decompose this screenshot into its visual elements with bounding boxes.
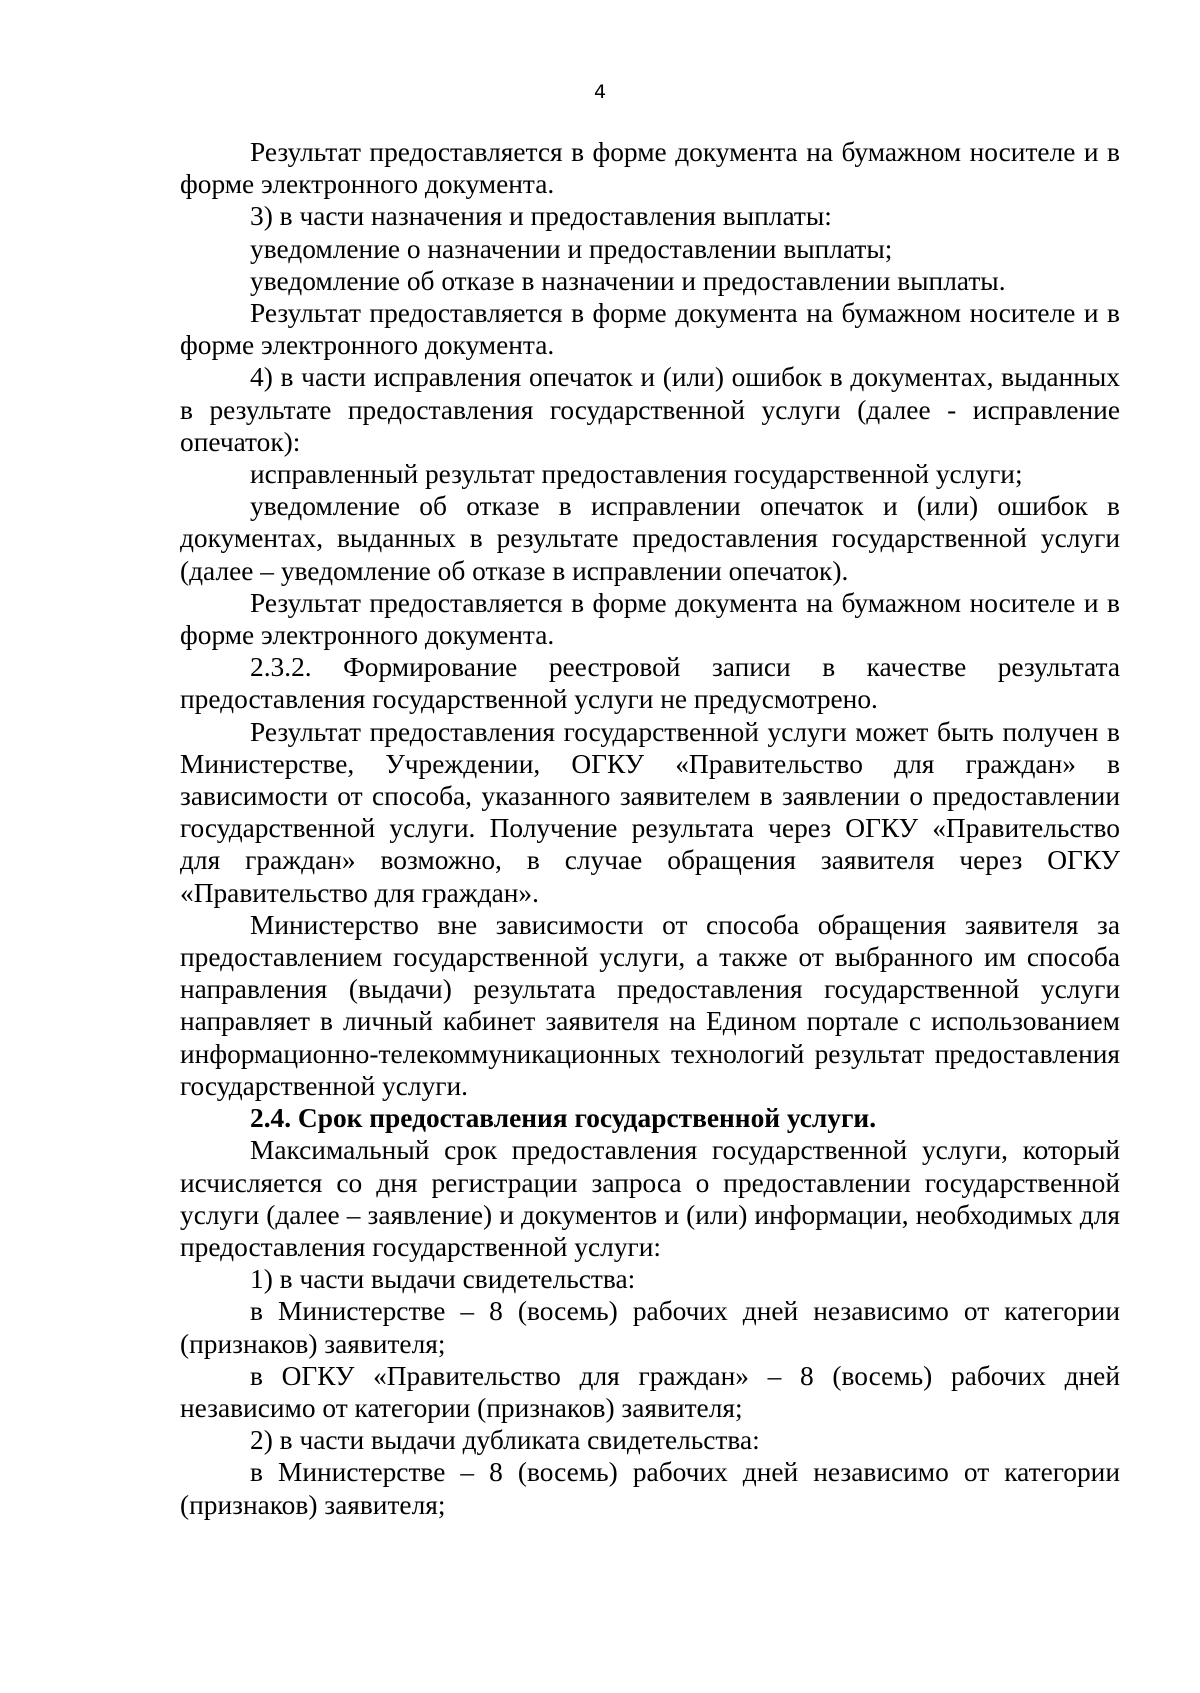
list-item: в ОГКУ «Правительство для граждан» – 8 (восемь) рабочих дней независимо от категории (признаков) заявителя; (180, 1360, 1120, 1423)
list-item: 3) в части назначения и предоставления выплаты: (250, 201, 832, 232)
paragraph: Максимальный срок предоставления государственной услуги, который исчисляется со дня регистрации запроса о предоставлении государственной услуги (далее – заявление) и документов и (или) информации, необходимых для предоставления государственной услуги: (180, 1135, 1120, 1262)
section-heading: 2.4. Срок предоставления государственной услуги. (250, 1103, 877, 1134)
list-item: в Министерстве – 8 (восемь) рабочих дней независимо от категории (признаков) заявителя; (180, 1457, 1120, 1520)
list-item: 4) в части исправления опечаток и (или) ошибок в документах, выданных в результате предоставления государственной услуги (далее - исправление опечаток): (180, 362, 1120, 457)
paragraph: Результат предоставляется в форме документа на бумажном носителе и в форме электронного документа. (180, 137, 1120, 200)
list-item: уведомление о назначении и предоставлении выплаты; (250, 233, 893, 264)
page-number: 4 (593, 81, 607, 103)
paragraph: Результат предоставления государственной услуги может быть получен в Министерстве, Учреждении, ОГКУ «Правительство для граждан» в зависимости от способа, указанного заявителем в заявлении о предоставлении государственной услуги. Получение результата через ОГКУ «Правительство для граждан» возможно, в случае обращения заявителя через ОГКУ «Правительство для граждан». (180, 716, 1120, 908)
section-paragraph: 2.3.2. Формирование реестровой записи в качестве результата предоставления государственной услуги не предусмотрено. (180, 652, 1120, 715)
list-item: 2) в части выдачи дубликата свидетельства: (250, 1425, 760, 1456)
document-body (180, 136, 1120, 1521)
list-item: уведомление об отказе в назначении и предоставлении выплаты. (250, 265, 1006, 296)
paragraph: Результат предоставляется в форме документа на бумажном носителе и в форме электронного документа. (180, 587, 1120, 651)
list-item: 1) в части выдачи свидетельства: (250, 1264, 636, 1295)
paragraph: Министерство вне зависимости от способа обращения заявителя за предоставлением государственной услуги, а также от выбранного им способа направления (выдачи) результата предоставления государственной услуги направляет в личный кабинет заявителя на Едином портале с использованием информационно-телекоммуникационных технологий результат предоставления государственной услуги. (180, 909, 1120, 1101)
list-item: уведомление об отказе в исправлении опечаток и (или) ошибок в документах, выданных в результате предоставления государственной услуги (далее – уведомление об отказе в исправлении опечаток). (180, 491, 1120, 586)
list-item: исправленный результат предоставления государственной услуги; (250, 459, 1023, 490)
paragraph: Результат предоставляется в форме документа на бумажном носителе и в форме электронного документа. (180, 298, 1120, 361)
list-item: в Министерстве – 8 (восемь) рабочих дней независимо от категории (признаков) заявителя; (180, 1296, 1120, 1359)
